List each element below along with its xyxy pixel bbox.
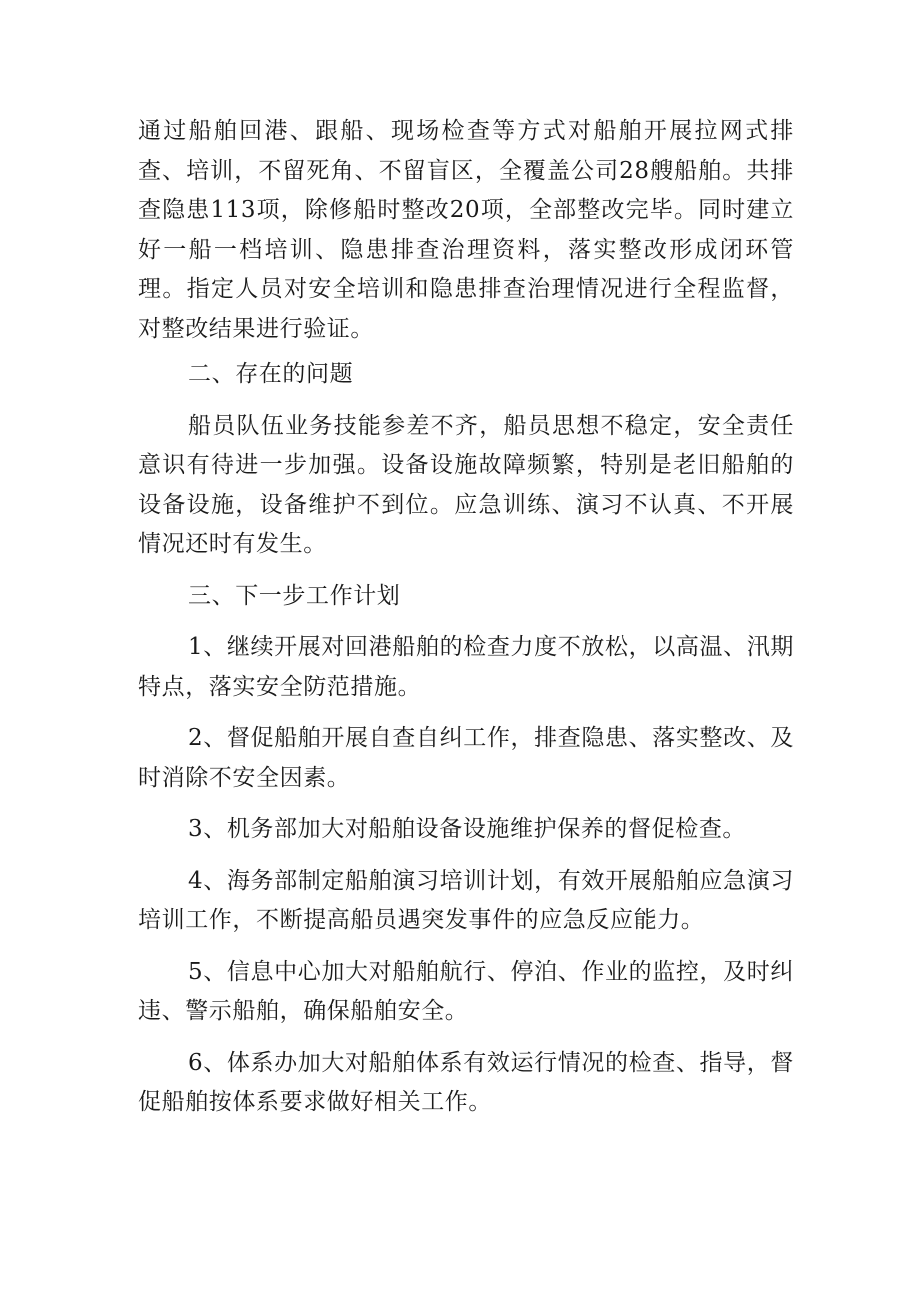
plan-item-5: 5、信息中心加大对船舶航行、停泊、作业的监控，及时纠违、警示船舶，确保船舶安全。 xyxy=(138,958,794,1024)
plan-item-4: 4、海务部制定船舶演习培训计划，有效开展船舶应急演习培训工作，不断提高船员遇突发事件的应急反应能力。 xyxy=(138,867,794,933)
plan-item-1: 1、继续开展对回港船舶的检查力度不放松，以高温、汛期特点，落实安全防范措施。 xyxy=(138,634,794,700)
plan-item-2: 2、督促船舶开展自查自纠工作，排查隐患、落实整改、及时消除不安全因素。 xyxy=(138,725,794,791)
plan-item-6: 6、体系办加大对船舶体系有效运行情况的检查、指导，督促船舶按体系要求做好相关工作。 xyxy=(138,1049,794,1115)
plan-item-3: 3、机务部加大对船舶设备设施维护保养的督促检查。 xyxy=(188,816,747,842)
section-heading-next-steps: 三、下一步工作计划 xyxy=(188,582,401,609)
section-heading-existing-problems: 二、存在的问题 xyxy=(188,361,354,387)
paragraph-inspection-summary: 通过船舶回港、跟船、现场检查等方式对船舶开展拉网式排查、培训，不留死角、不留盲区，全覆盖公司28艘船舶。共排查隐患113项，除修船时整改20项，全部整改完毕。同时建立好一船一档培训、隐患排查治理资料，落实整改形成闭环管理。指定人员对安全培训和隐患排查治理情况进行全程监督，对整改结果进行验证。 xyxy=(138,118,794,342)
paragraph-existing-problems: 船员队伍业务技能参差不齐，船员思想不稳定，安全责任意识有待进一步加强。设备设施故障频繁，特别是老旧船舶的设备设施，设备维护不到位。应急训练、演习不认真、不开展情况还时有发生。 xyxy=(138,412,794,557)
document-body xyxy=(138,112,794,1135)
